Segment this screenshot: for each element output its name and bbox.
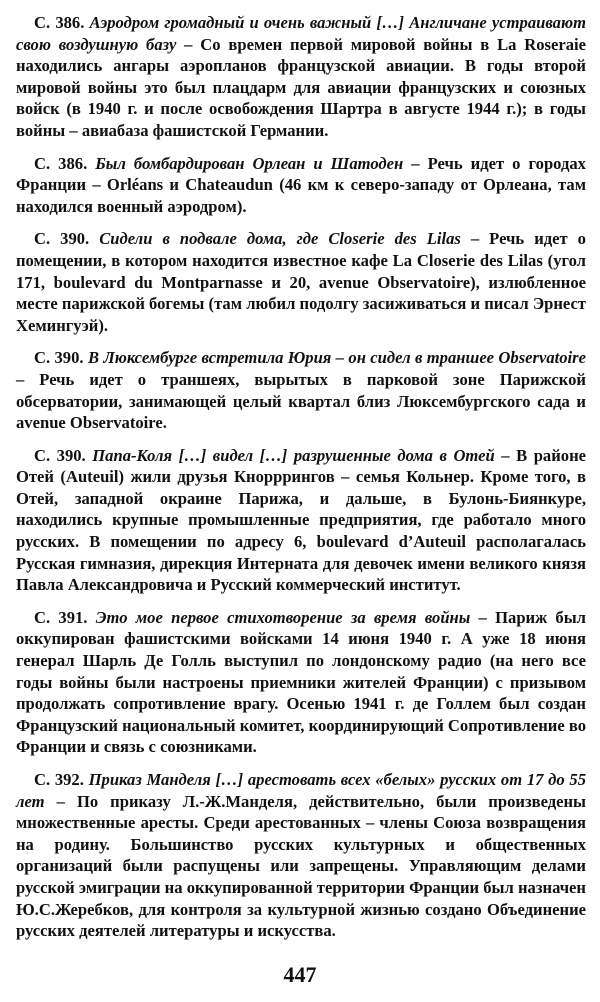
note-commentary: – Со времен первой мировой войны в La Roseraie находились ангары аэропланов французской авиации. В годы второй мировой войны это был плацдарм для авиации французских и союзных войск (в 1940 г. и после освобождения Шартра в августе 1944 г.); в годы войны – авиабаза фашистской Германии. (16, 34, 586, 140)
note-commentary: – Речь идет о городах Франции – Orléans и Chateaudun (46 км к северо-западу от Орлеана, там находился военный аэродром). (16, 153, 586, 216)
note-paragraph (16, 228, 586, 336)
note-quotation: Это мое первое стихотворение за время войны (95, 607, 471, 627)
note-quotation: В Люксембурге встретила Юрия – он сидел в траншее Observatoire (87, 348, 586, 368)
note-paragraph (16, 445, 586, 596)
page-number: 447 (283, 962, 317, 987)
note-quotation: Был бомбардирован Орлеан и Шатоден (95, 153, 404, 173)
note-commentary: – Париж был оккупирован фашистскими войсками 14 июня 1940 г. А уже 18 июня генерал Шарль Де Голль выступил по лондонскому радио (на него все годы войны были настроены приемники жителей Франции) с призывом продолжать сопротивление врагу. Осенью 1941 г. де Голлем был создан Французский национальный комитет, координирующий Сопротивление во Франции и связь с союзниками. (16, 607, 586, 757)
note-paragraph (16, 153, 586, 218)
note-quotation: Приказ Манделя […] арестовать всех «белых» русских от 17 до 55 лет (16, 770, 586, 811)
note-commentary: – Речь идет о траншеях, вырытых в парковой зоне Парижской обсерватории, занимающей целый квартал близ Люксембургского сада и avenue Observatoire. (16, 369, 586, 433)
note-page-reference: С. 392. (34, 770, 84, 789)
note-quotation: Папа-Коля […] видел […] разрушенные дома в Отей (92, 445, 495, 465)
note-page-reference: С. 390. (34, 229, 90, 249)
note-paragraph (16, 12, 586, 142)
note-commentary: – В районе Отей (Auteuil) жили друзья Кнорррингов – семья Кольнер. Кроме того, в Отей, западной окраине Парижа, и дальше, в Булонь-Биянкуре, находились крупные промышленные предприятия, где работало много русских. В помещении по адресу 6, boulevard d’Auteuil располагалась Русская гимназия, дирекция Интерната для девочек имени великого князя Павла Александровича и Русский коммерческий институт. (16, 445, 586, 595)
note-quotation: Сидели в подвале дома, где Closerie des Lilas (99, 229, 461, 249)
note-page-reference: С. 391. (34, 607, 88, 627)
note-paragraph (16, 607, 586, 758)
note-page-reference: С. 386. (34, 153, 88, 173)
note-page-reference: С. 390. (34, 445, 86, 465)
note-page-reference: С. 386. (34, 13, 85, 32)
note-paragraph (16, 347, 586, 433)
note-commentary: – Речь идет о помещении, в котором находится известное кафе La Closerie des Lilas (угол 171, boulevard du Montparnasse и 20, avenue Observatoire), излюбленное месте парижской богемы (там любил подолгу засиживаться и писал Эрнест Хемингуэй). (16, 229, 586, 335)
note-quotation: Аэродром громадный и очень важный […] Англичане устраивают свою воздушную базу (16, 13, 586, 54)
note-commentary: – По приказу Л.-Ж.Манделя, действительно, были произведены множественные аресты. Среди арестованных – члены Союза возвращения на родину. Большинство русских культурных и общественных организаций были распущены или запрещены. Управляющим делами русской эмиграции на оккупированной территории Франции был назначен Ю.С.Жеребков, для контроля за культурной жизнью создано Объединение русских деятелей литературы и искусства. (16, 791, 586, 941)
note-paragraph (16, 769, 586, 942)
note-page-reference: С. 390. (34, 348, 84, 368)
